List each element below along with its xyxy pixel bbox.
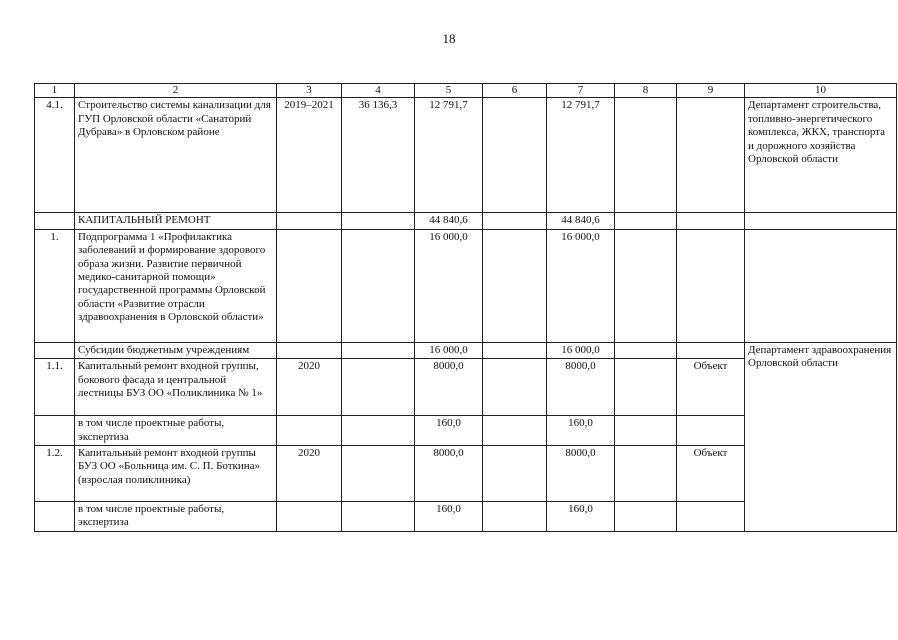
table-row xyxy=(35,98,897,213)
row-col9 xyxy=(677,416,745,446)
row-name: Капитальный ремонт входной группы, бокового фасада и центральной лестницы БУЗ ОО «Поликлиника № 1» xyxy=(75,359,277,416)
row-col8 xyxy=(615,359,677,416)
row-period: 2019–2021 xyxy=(277,98,342,213)
row-name: КАПИТАЛЬНЫЙ РЕМОНТ xyxy=(75,213,277,229)
row-number xyxy=(35,502,75,532)
row-col6 xyxy=(483,446,547,502)
row-number xyxy=(35,416,75,446)
row-name: в том числе проектные работы, экспертиза xyxy=(75,416,277,446)
row-col5: 16 000,0 xyxy=(415,342,483,358)
row-department xyxy=(745,213,897,229)
row-period xyxy=(277,229,342,342)
row-col5: 160,0 xyxy=(415,416,483,446)
row-col7: 16 000,0 xyxy=(547,342,615,358)
row-period xyxy=(277,213,342,229)
row-total xyxy=(342,416,415,446)
row-department xyxy=(745,229,897,342)
row-col8 xyxy=(615,446,677,502)
row-col7: 44 840,6 xyxy=(547,213,615,229)
header-cell: 7 xyxy=(547,84,615,98)
header-cell: 2 xyxy=(75,84,277,98)
row-col6 xyxy=(483,229,547,342)
row-name: Строительство системы канализации для ГУП Орловской области «Санаторий Дубрава» в Орловском районе xyxy=(75,98,277,213)
row-col8 xyxy=(615,342,677,358)
row-col6 xyxy=(483,502,547,532)
row-col5: 160,0 xyxy=(415,502,483,532)
row-col5: 16 000,0 xyxy=(415,229,483,342)
row-col7: 160,0 xyxy=(547,502,615,532)
row-col9 xyxy=(677,98,745,213)
row-col9: Объект xyxy=(677,359,745,416)
table-row xyxy=(35,229,897,342)
row-total xyxy=(342,213,415,229)
row-col7: 8000,0 xyxy=(547,359,615,416)
row-period: 2020 xyxy=(277,446,342,502)
row-period xyxy=(277,342,342,358)
row-col5: 8000,0 xyxy=(415,359,483,416)
header-cell: 3 xyxy=(277,84,342,98)
row-total: 36 136,3 xyxy=(342,98,415,213)
row-number: 1. xyxy=(35,229,75,342)
row-total xyxy=(342,342,415,358)
row-col9 xyxy=(677,342,745,358)
row-name: Капитальный ремонт входной группы БУЗ ОО «Больница им. С. П. Боткина» (взрослая поликлиника) xyxy=(75,446,277,502)
row-col9: Объект xyxy=(677,446,745,502)
row-col6 xyxy=(483,359,547,416)
header-cell: 9 xyxy=(677,84,745,98)
row-col8 xyxy=(615,229,677,342)
row-department: Департамент строительства, топливно-энергетического комплекса, ЖКХ, транспорта и дорожного хозяйства Орловской области xyxy=(745,98,897,213)
row-col7: 8000,0 xyxy=(547,446,615,502)
header-cell: 1 xyxy=(35,84,75,98)
row-name: Подпрограмма 1 «Профилактика заболеваний и формирование здорового образа жизни. Развитие первичной медико-санитарной помощи» государственной программы Орловской области «Развитие отрасли здравоохранения в Орловской области» xyxy=(75,229,277,342)
header-cell: 6 xyxy=(483,84,547,98)
row-col6 xyxy=(483,213,547,229)
row-col6 xyxy=(483,416,547,446)
row-total xyxy=(342,446,415,502)
row-department: Департамент здравоохранения Орловской области xyxy=(745,342,897,531)
row-number: 1.2. xyxy=(35,446,75,502)
row-col5: 12 791,7 xyxy=(415,98,483,213)
row-col6 xyxy=(483,342,547,358)
row-col8 xyxy=(615,416,677,446)
row-total xyxy=(342,359,415,416)
header-cell: 10 xyxy=(745,84,897,98)
row-number: 1.1. xyxy=(35,359,75,416)
row-period: 2020 xyxy=(277,359,342,416)
row-name: Субсидии бюджетным учреждениям xyxy=(75,342,277,358)
row-total xyxy=(342,502,415,532)
row-col9 xyxy=(677,502,745,532)
table-header-row xyxy=(35,84,897,98)
page-number: 18 xyxy=(442,31,456,46)
row-col9 xyxy=(677,213,745,229)
row-number xyxy=(35,213,75,229)
row-col8 xyxy=(615,213,677,229)
header-cell: 4 xyxy=(342,84,415,98)
row-name: в том числе проектные работы, экспертиза xyxy=(75,502,277,532)
row-col8 xyxy=(615,98,677,213)
row-col7: 16 000,0 xyxy=(547,229,615,342)
row-period xyxy=(277,416,342,446)
row-col9 xyxy=(677,229,745,342)
row-col8 xyxy=(615,502,677,532)
table-row xyxy=(35,213,897,229)
row-total xyxy=(342,229,415,342)
row-col6 xyxy=(483,98,547,213)
program-table xyxy=(34,83,897,532)
row-col5: 8000,0 xyxy=(415,446,483,502)
row-number xyxy=(35,342,75,358)
header-cell: 5 xyxy=(415,84,483,98)
row-col7: 160,0 xyxy=(547,416,615,446)
row-col7: 12 791,7 xyxy=(547,98,615,213)
table-row xyxy=(35,342,897,358)
row-period xyxy=(277,502,342,532)
row-number: 4.1. xyxy=(35,98,75,213)
row-col5: 44 840,6 xyxy=(415,213,483,229)
header-cell: 8 xyxy=(615,84,677,98)
